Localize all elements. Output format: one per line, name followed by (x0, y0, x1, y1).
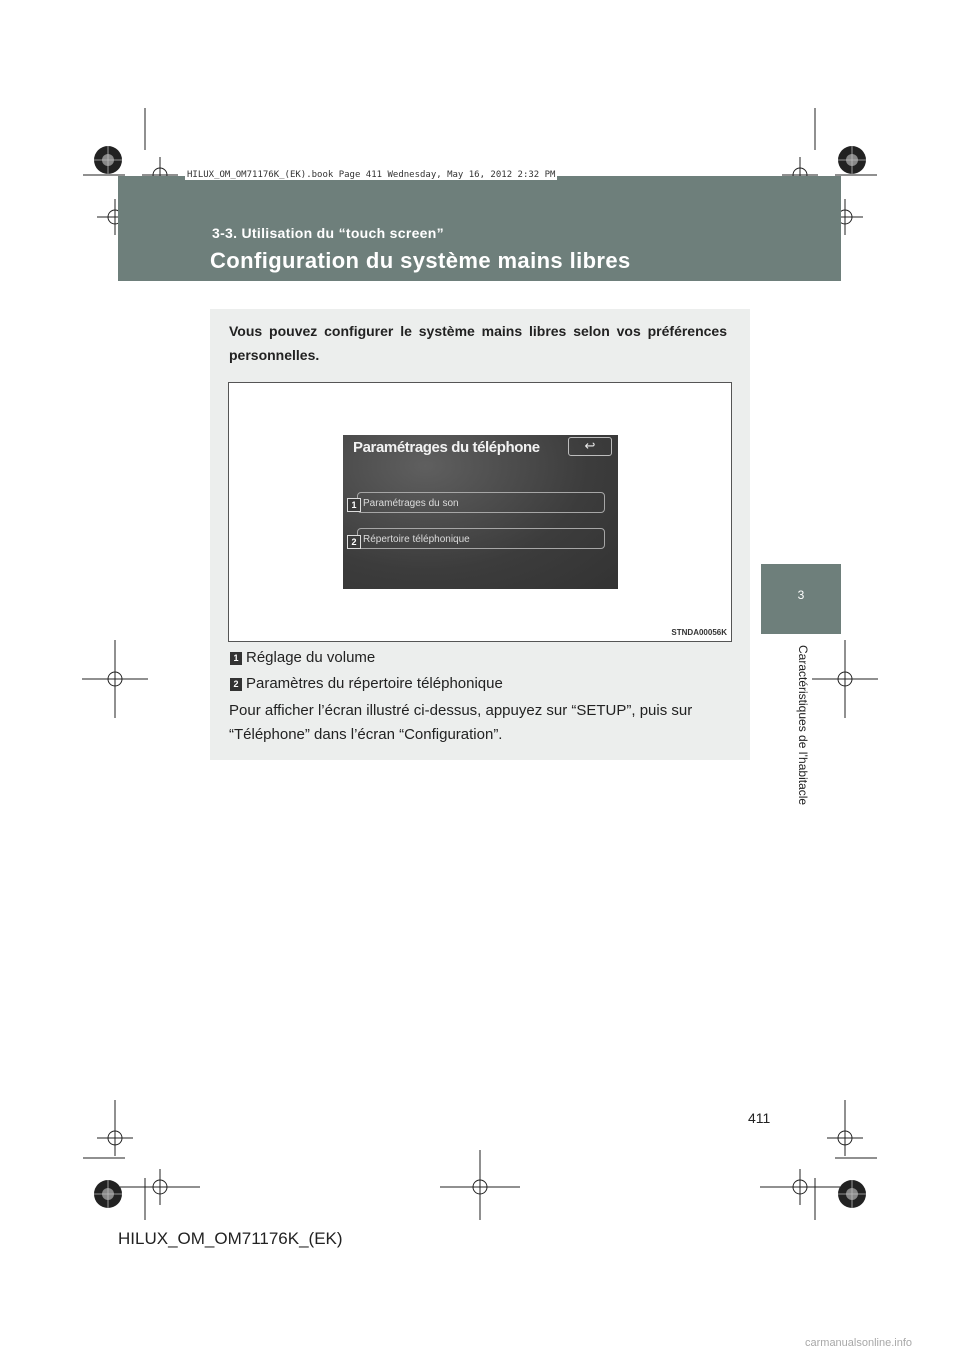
intro-paragraph: Vous pouvez configurer le système mains libres selon vos préférences personnelles. (229, 323, 727, 363)
print-mark-text: HILUX_OM_OM71176K_(EK).book Page 411 Wednesday, May 16, 2012 2:32 PM (187, 170, 556, 180)
sound-settings-button[interactable]: Paramétrages du son (357, 492, 605, 513)
watermark: carmanualsonline.info (805, 1337, 913, 1349)
phonebook-button[interactable]: Répertoire téléphonique (357, 528, 605, 549)
page-number: 411 (748, 1110, 771, 1126)
legend-text: Paramètres du répertoire téléphonique (246, 675, 503, 692)
legend-number-badge: 2 (230, 678, 242, 691)
legend-item (230, 649, 375, 666)
legend-item (230, 675, 503, 692)
back-button[interactable]: ↩ (568, 437, 612, 456)
footer-manual-code: HILUX_OM_OM71176K_(EK) (118, 1229, 343, 1248)
instruction-paragraph: Pour afficher l’écran illustré ci-dessus, appuyez sur “SETUP”, puis sur “Téléphone” dans l’écran “Configuration”. (229, 702, 693, 743)
section-label: 3-3. Utilisation du “touch screen” (212, 225, 444, 241)
screen-title: Paramétrages du téléphone (353, 439, 540, 456)
touch-screen-display (343, 435, 618, 589)
page-title: Configuration du système mains libres (210, 248, 631, 273)
legend-number-badge: 1 (230, 652, 242, 665)
screen-illustration (228, 382, 732, 642)
legend-text: Réglage du volume (246, 649, 376, 666)
callout-2: 2 (347, 535, 361, 549)
callout-1: 1 (347, 498, 361, 512)
figure-code: STNDA00056K (671, 628, 727, 637)
chapter-title-vertical: Caractéristiques de l’habitacle (796, 645, 810, 806)
chapter-number-tab: 3 (761, 564, 841, 634)
